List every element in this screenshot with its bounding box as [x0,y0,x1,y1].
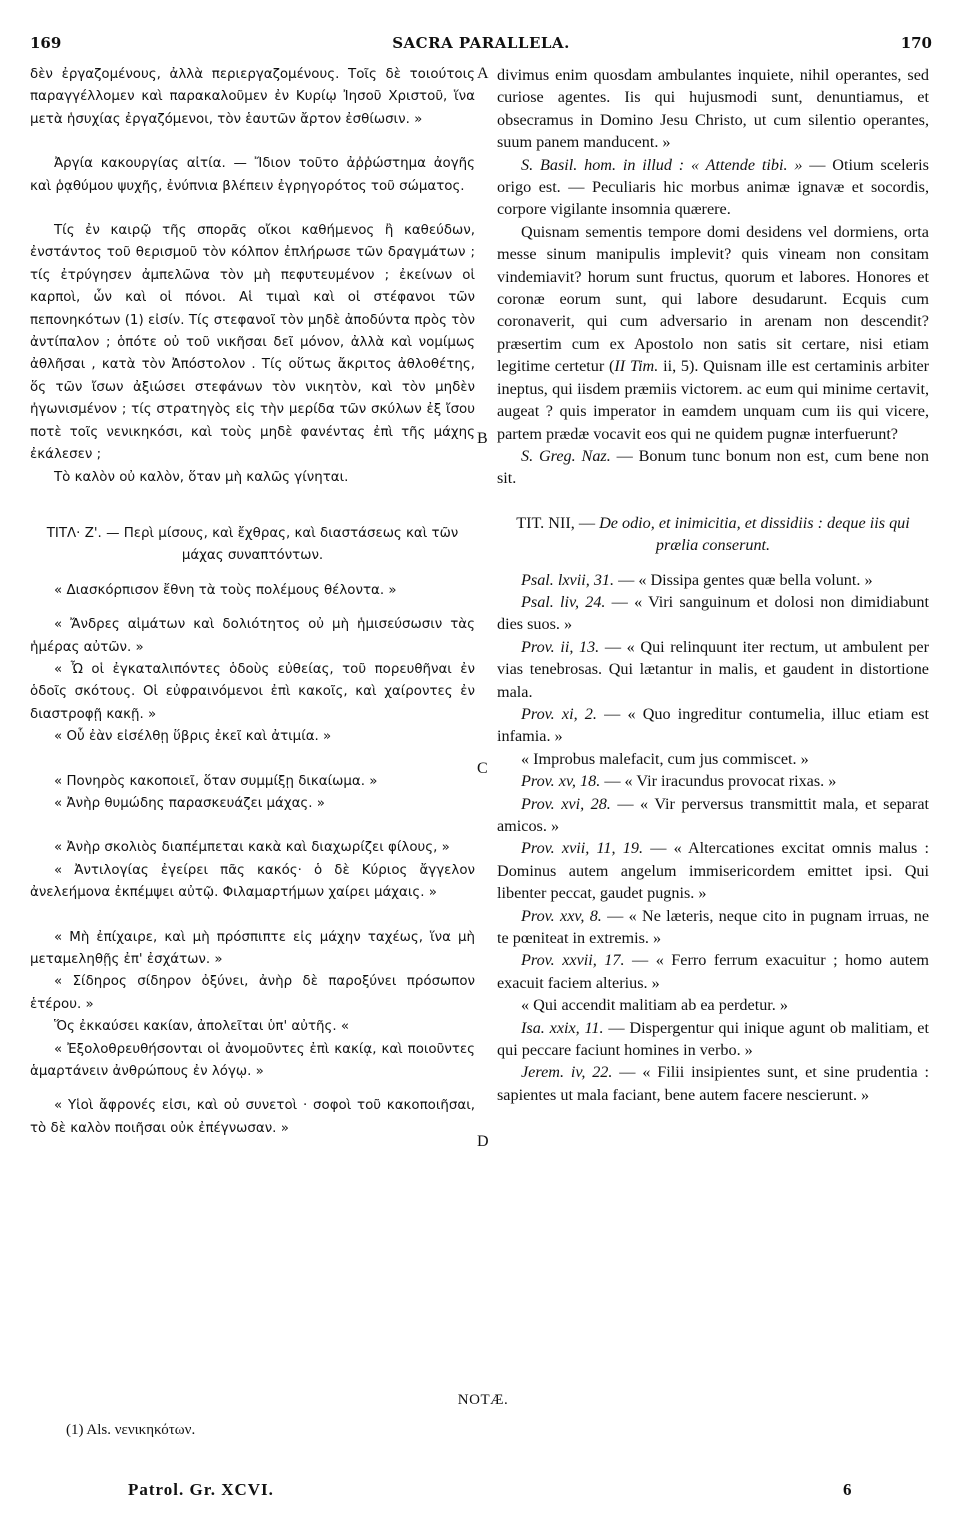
latin-text: — « Altercationes excitat omnis malus : Dominus autem angelum immisericordem emittet ipsi. Qui libenter peccat, gaudet pugnis. » [497,839,929,903]
latin-text: — Bonum tunc bonum non est, cum bene non sit. [497,446,929,488]
source-reference: Psal. liv, 24. [521,592,606,611]
right-page-number: 170 [900,34,932,52]
greek-title: ΤΙΤΛ· Ζ'. — Περὶ μίσους, καὶ ἔχθρας, καὶ διαστάσεως καὶ τῶν μάχας συναπτόντων. [46,525,459,564]
latin-text: — « Dissipa gentes quæ bella volunt. » [614,570,873,589]
greek-paragraph: δὲν ἐργαζομένους, ἀλλὰ περιεργαζομένους. Τοῖς δὲ τοιούτοις παραγγέλλομεν καὶ παρακαλοῦμεν ἐν Κυρίῳ Ἰησοῦ Χριστοῦ, ἵνα μετὰ ἡσυχίας ἐργαζόμενοι, τὸν ἑαυτῶν ἄρτον ἐσθίωσιν. » [30,67,475,127]
latin-quote [497,905,929,950]
greek-quote: « Ἀντιλογίας ἐγείρει πᾶς κακός· ὁ δὲ Κύριος ἄγγελον ἀνελεήμονα ἐκπέμψει αὐτῷ. Φιλαμαρτήμων χαίρει μάχαις. » [30,862,475,901]
greek-quote: « Οὗ ἐὰν εἰσέλθῃ ὕβρις ἐκεῖ καὶ ἀτιμία. » [54,729,332,745]
greek-paragraph: Τὸ καλὸν οὐ καλὸν, ὅταν μὴ καλῶς γίνηται. [54,469,349,485]
source-reference: Prov. xxvii, 17. [521,951,625,970]
source-reference: S. Greg. Naz. [521,446,611,465]
latin-text: — « Vir perversus transmittit mala, et separat amicos. » [497,794,930,835]
footer-signature: 6 [843,1480,852,1499]
latin-text: ii, 5). Quisnam ille est certaminis arbiter ineptus, qui iisdem præmiis victorem. ac eum qui minime certavit, augeat ? quis imperator in eamdem unquam cum iis qui vicere, partem prædæ vocavit eos qui ne quidem pugnæ interfuerunt? [497,357,930,443]
latin-text: — « Viri sanguinum et dolosi non dimidiabunt dies suos. » [497,592,929,634]
greek-quote: « Ἀνὴρ σκολιὸς διαπέμπεται κακὰ καὶ διαχωρίζει φίλους, » [54,840,450,856]
latin-text: — « Filii insipientes sunt, et sine prudentia : sapientes ut mala faciant, bene autem facere nescierunt. » [497,1063,929,1104]
latin-quote [497,770,929,792]
section-marker-a: A [477,65,489,82]
greek-quote: « Διασκόρπισον ἔθνη τὰ τοὺς πολέμους θέλοντα. » [54,582,397,598]
source-reference: Prov. ii, 13. [521,637,600,656]
latin-paragraph: divimus enim quosdam ambulantes inquiete, nihil operantes, sed curiose agentes. Iis qui hujusmodi sunt, denuntiamus, et obsecramus in Domino Jesu Christo, ut cum silentio operantes, suum panem manducent. » [497,66,929,152]
latin-paragraph [497,221,929,445]
running-header [30,34,932,58]
greek-quote: « Μὴ ἐπίχαιρε, καὶ μὴ πρόσπιπτε εἰς μάχην ταχέως, ἵνα μὴ μεταμεληθῇς ἐπ' ἐσχάτων. » [30,929,475,967]
latin-quote [497,703,929,748]
latin-column [497,64,929,1106]
latin-quote: « Qui accendit malitiam ab ea perdetur. » [521,996,788,1015]
latin-quote [497,837,929,904]
footer-volume: Patrol. Gr. XCVI. [128,1480,274,1499]
source-reference: Prov. xvii, 11, 19. [521,839,643,858]
greek-paragraph: Τίς ἐν καιρῷ τῆς σπορᾶς οἴκοι καθήμενος ἢ καθεύδων, ἐνστάντος τοῦ θερισμοῦ τὸν κόλπον ἐπλήρωσε τῶν δραγμάτων ; τίς ἐτρύγησεν ἀμπελῶνα τὸν μὴ πεφυτευμένον ; ἐκείνων οἱ καρποὶ, ὧν καὶ οἱ πόνοι. Αἱ τιμαὶ καὶ οἱ στέφανοι τῶν πεπονηκότων (1) εἰσίν. Τίς στεφανοῖ τὸν μηδὲ ἀποδύντα πρὸς τὸν ἀντίπαλον ; ὁπότε οὐ τοῦ νικῆσαι δεῖ μόνον, ἀλλὰ καὶ νομίμως ἀθλῆσαι , κατὰ τὸν Ἀπόστολον . Τίς οὕτως ἄκριτος ἀθλοθέτης, ὅς τῶν ἴσων ἀξιώσει στεφάνων τὸν νικητὸν, καὶ τὸν μηδὲν ἠγωνισμένον ; τίς στρατηγὸς εἰς τὴν μερίδα τῶν σκύλων ἐξ ἴσου ποτὲ τοῖς νενικηκόσι, καὶ τοὺς μηδὲ φανέντας ἐπὶ τῆς μάχης ἐκάλεσεν ; [30,223,475,463]
source-reference: Isa. xxix, 11. [521,1018,604,1037]
section-marker-b: B [477,430,488,447]
source-reference: Prov. xvi, 28. [521,794,611,813]
source-reference: Prov. xv, 18. [521,772,601,791]
title-number: TIT. NII, — [516,513,600,532]
footnote: (1) Als. νενικηκότων. [66,1422,196,1438]
greek-quote: « Ἐξολοθρευθήσονται οἱ ἀνομοῦντες ἐπὶ κακίᾳ, καὶ ποιοῦντες ἁμαρτάνειν ἀνθρώπους ἐν λόγῳ. » [30,1041,475,1080]
latin-quote [497,591,929,636]
latin-text: — Dispergentur qui inique agunt ob malitiam, et qui peccare faciunt homines in verbo. » [497,1018,929,1060]
source-reference: Jerem. iv, 22. [521,1063,613,1082]
latin-text: — « Ne læteris, neque cito in pugnam irruas, ne te pœniteat in extremis. » [497,906,930,948]
latin-quote [497,1061,929,1106]
title-text: De odio, et inimicitia, et dissidiis : deque iis qui prælia conserunt. [599,513,910,555]
latin-paragraph [497,445,929,490]
source-reference: II Tim. [614,357,659,376]
latin-text: Quisnam sementis tempore domi desidens vel dormiens, orta messe sinum manipulis implevit? quis vineam non consitam vindemiavit? horum sunt fructus, quorum et labores. Honores et coronæ eorum sunt, qui labore desudarunt. Ecquis cum coronaverit, qui cum adversario in arenam non descendit? præsertim cum ex Apostolo non satis sit certare, nisi etiam legitime certetur ( [497,222,929,376]
latin-text: — Otium sceleris origo est. — Peculiaris hic morbus animæ ignavæ et socordis, corpore vigilante insomnia quærere. [497,155,929,219]
greek-quote: Ὅς ἐκκαύσει κακίαν, ἀπολεῖται ὑπ' αὐτῆς. « [54,1019,350,1035]
latin-text: — « Quo ingreditur contumelia, illuc etiam est infamia. » [497,704,929,746]
greek-quote: « Σίδηρος σίδηρον ὀξύνει, ἀνὴρ δὲ παροξύνει πρόσωπον ἑτέρου. » [30,974,475,1012]
greek-quote: « Ἄνδρες αἱμάτων καὶ δολιότητος οὐ μὴ ἡμισεύσωσιν τὰς ἡμέρας αὐτῶν. » [30,617,475,655]
greek-quote: « Ὦ οἱ ἐγκαταλιπόντες ὁδοὺς εὐθείας, τοῦ πορευθῆναι ἐν ὁδοῖς σκότους. Οἱ εὐφραινόμενοι ἐπὶ κακοῖς, καὶ χαίροντες ἐν διαστροφῇ κακῇ. » [30,661,475,722]
notes-heading: NOTÆ. [457,1392,509,1408]
greek-quote: « Υἱοὶ ἄφρονές εἰσι, καὶ οὐ συνετοὶ · σοφοὶ τοῦ κακοποιῆσαι, τὸ δὲ καλὸν ποιῆσαι οὐκ ἐπέγνωσαν. » [30,1098,475,1136]
greek-column [30,64,475,1140]
source-reference: Psal. lxvii, 31. [521,570,615,589]
left-page-number: 169 [30,34,62,52]
greek-paragraph: Ἀργία κακουργίας αἰτία. — Ἴδιον τοῦτο ἀῤῥώστημα ἀογῆς καὶ ῥᾳθύμου ψυχῆς, ἐνύπνια βλέπειν ἐγρηγορότος τοῦ σώματος. [30,156,475,194]
latin-quote [497,569,929,591]
latin-quote [497,949,929,994]
greek-quote: « Πονηρὸς κακοποιεῖ, ὅταν συμμίξῃ δικαίωμα. » [54,773,378,789]
latin-quote [497,636,929,703]
latin-title [497,512,929,557]
latin-paragraph [497,154,929,221]
running-title: SACRA PARALLELA. [392,34,570,52]
latin-quote [497,793,929,838]
latin-text: — « Ferro ferrum exacuitur ; homo autem exacuit faciem alterius. » [497,951,929,992]
latin-text: — « Qui relinquunt iter rectum, ut ambulent per vias tenebrosas. Qui lætantur in malis, et gaudent in distortione mala. [497,637,929,701]
latin-quote [497,1017,929,1062]
source-reference: Prov. xi, 2. [521,704,597,723]
source-reference: S. Basil. hom. in illud : « Attende tibi. » [521,155,803,174]
section-marker-d: D [477,1133,489,1150]
latin-quote: « Improbus malefacit, cum jus commiscet. » [521,749,809,768]
source-reference: Prov. xxv, 8. [521,906,602,925]
greek-quote: « Ἀνὴρ θυμώδης παρασκευάζει μάχας. » [54,795,325,811]
section-marker-c: C [477,760,488,777]
latin-text: — « Vir iracundus provocat rixas. » [600,772,837,791]
